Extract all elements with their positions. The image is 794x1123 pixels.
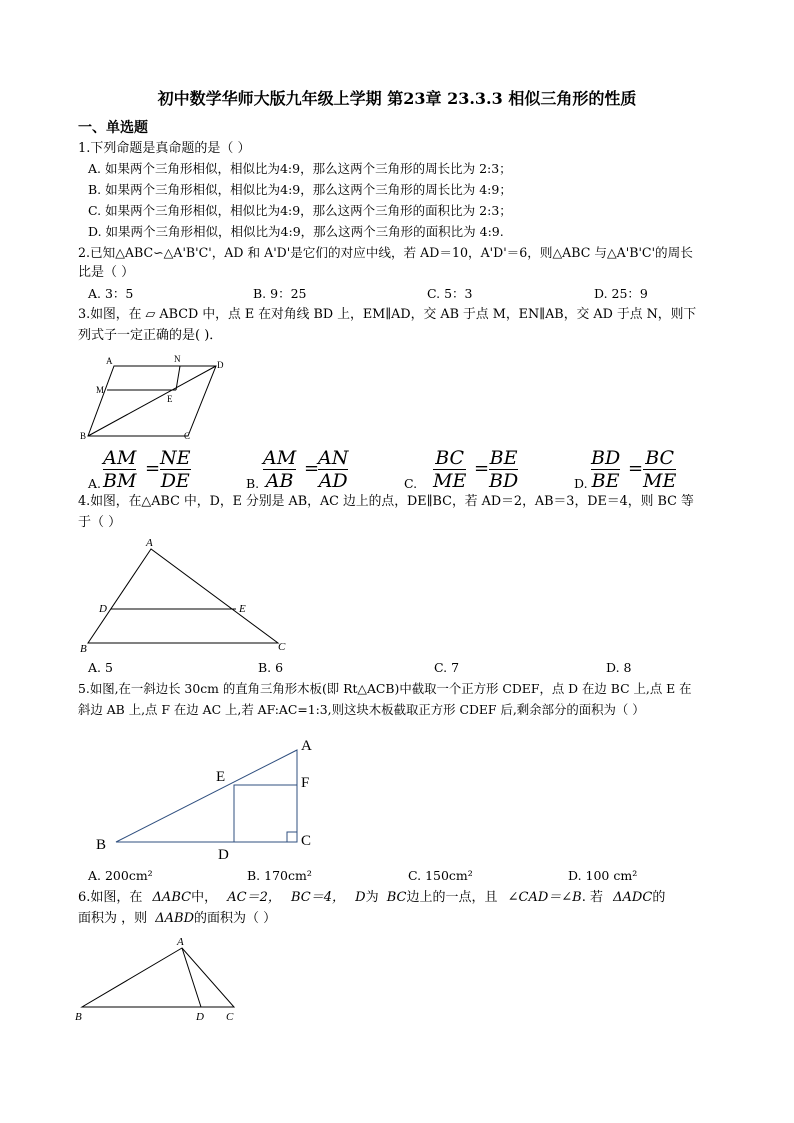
q1-stem: 1.下列命题是真命题的是（ ） [78, 141, 251, 156]
label-d: D [99, 603, 107, 615]
equals-sign: = [304, 458, 320, 479]
q6-math: AC＝2， [227, 890, 281, 905]
q5-stem-line1: 5.如图,在一斜边长 30cm 的直角三角形木板(即 Rt△ACB)中截取一个正方形 CDEF，点 D 在边 BC 上,点 E 在 [78, 681, 692, 696]
fraction-denominator: ME [643, 470, 677, 492]
equals-sign: = [145, 458, 161, 479]
q5-option-a: A. 200cm² [88, 868, 153, 883]
square-cdef [234, 785, 297, 842]
q6-text: 面积为 ，则 [78, 911, 148, 926]
fraction-denominator: BE [591, 470, 620, 492]
fraction-numerator: AM [263, 447, 297, 469]
label-e: E [167, 394, 173, 404]
q4-stem-line1: 4.如图，在△ABC 中，D，E 分别是 AB，AC 边上的点，DE∥BC，若 AD＝2，AB＝3，DE＝4，则 BC 等 [78, 494, 694, 509]
label-d: D [217, 360, 224, 370]
q6-math: ∠CAD＝∠B [507, 890, 582, 905]
section-heading: 一、单选题 [78, 120, 148, 136]
q6-stem-line1 [78, 888, 665, 908]
label-e: E [216, 769, 226, 785]
right-angle-mark [287, 832, 297, 842]
page-title: 初中数学华师大版九年级上学期 第23章 23.3.3 相似三角形的性质 [157, 89, 637, 108]
q6-math: D [355, 890, 366, 905]
q3-d-left-fraction [591, 447, 620, 492]
q5-option-b: B. 170cm² [247, 868, 312, 883]
fraction-denominator: AB [263, 469, 296, 492]
q3-parallelogram-figure [78, 350, 228, 445]
fraction-denominator: AD [318, 470, 348, 492]
q2-option-c: C. 5：3 [427, 286, 473, 301]
fraction-denominator: ME [433, 470, 467, 492]
q6-math: ΔABD [155, 911, 195, 926]
label-c: C [301, 833, 312, 849]
fraction-numerator: AM [103, 447, 137, 469]
q2-stem-line1: 2.已知△ABC∽△A'B'C'，AD 和 A'D'是它们的对应中线，若 AD＝10，A'D'＝6，则△ABC 与△A'B'C'的周长 [78, 245, 693, 260]
q2-option-b: B. 9：25 [253, 286, 307, 301]
fraction-numerator: NE [160, 447, 191, 469]
q6-stem-line2 [78, 909, 276, 929]
q3-option-a-letter: A. [88, 476, 102, 491]
q3-c-left-fraction [433, 447, 466, 492]
q2-stem-line2: 比是（ ） [78, 265, 135, 280]
label-b: B [96, 837, 107, 853]
q5-right-triangle-figure [90, 732, 330, 864]
q5-stem-line2: 斜边 AB 上,点 F 在边 AC 上,若 AF:AC=1:3,则这块木板截取正方形 CDEF 后,剩余部分的面积为（ ） [78, 702, 645, 717]
fraction-denominator: BM [103, 470, 137, 492]
fraction-numerator: BD [591, 447, 621, 469]
label-e: E [239, 603, 246, 615]
q4-triangle-figure [78, 535, 298, 655]
label-b: B [80, 431, 87, 441]
q3-a-left-fraction [103, 447, 136, 492]
q6-text: 边上的一点，且 [406, 890, 498, 905]
q6-triangle-figure [72, 934, 252, 1026]
q4-option-a: A. 5 [88, 660, 113, 675]
label-f: F [301, 775, 310, 791]
label-a: A [106, 356, 113, 366]
q3-c-right-fraction [489, 447, 518, 492]
q3-b-right-fraction [318, 447, 348, 492]
q4-option-b: B. 6 [258, 660, 284, 675]
label-c: C [278, 641, 286, 653]
label-a: A [146, 537, 153, 549]
q1-option-d: D. 如果两个三角形相似，相似比为4:9，那么这两个三角形的面积比为 4:9. [88, 224, 504, 239]
q3-option-b-letter: B. [246, 476, 260, 491]
q5-option-d: D. 100 cm² [568, 868, 638, 883]
q4-stem-line2: 于（ ） [78, 515, 122, 530]
q3-d-right-fraction [643, 447, 676, 492]
q6-text: 的面积为（ ） [194, 911, 277, 926]
q3-option-c-letter: C. [404, 476, 418, 491]
q5-option-c: C. 150cm² [408, 868, 473, 883]
q3-option-d-letter: D. [574, 476, 588, 491]
fraction-denominator: BD [489, 470, 519, 492]
equals-sign: = [474, 458, 490, 479]
fraction-numerator: BC [645, 447, 675, 469]
q6-math: ΔABC [152, 890, 192, 905]
equals-sign: = [628, 458, 644, 479]
q3-a-right-fraction [160, 447, 191, 492]
q3-b-left-fraction [263, 447, 296, 492]
segment-ad [182, 948, 201, 1007]
q6-text: 6.如图，在 [78, 890, 143, 905]
triangle-abc [88, 549, 278, 643]
label-a: A [177, 936, 184, 948]
fraction-numerator: BC [435, 447, 465, 469]
q6-text: 为 [365, 890, 379, 905]
label-b: B [75, 1011, 82, 1023]
q2-option-a: A. 3：5 [88, 286, 134, 301]
diagonal-bd [88, 366, 216, 436]
fraction-denominator: DE [160, 470, 190, 492]
label-a: A [301, 738, 312, 754]
triangle-acb [116, 750, 297, 842]
label-n: N [174, 354, 181, 364]
q1-option-b: B. 如果两个三角形相似，相似比为4:9，那么这两个三角形的周长比为 4:9； [88, 182, 512, 197]
q3-stem-line2: 列式子一定正确的是( )． [78, 328, 223, 343]
label-c: C [226, 1011, 234, 1023]
q6-math: BC＝4， [290, 890, 345, 905]
q4-option-c: C. 7 [434, 660, 460, 675]
q6-math: BC [386, 890, 407, 905]
label-b: B [80, 643, 87, 655]
q1-option-c: C. 如果两个三角形相似，相似比为4:9，那么这两个三角形的面积比为 2:3； [88, 203, 512, 218]
label-c: C [184, 431, 191, 441]
label-m: M [96, 385, 105, 395]
q6-text: 中， [191, 890, 218, 905]
q3-stem-line1: 3.如图，在 ▱ ABCD 中，点 E 在对角线 BD 上，EM∥AD，交 AB 于点 M，EN∥AB，交 AD 于点 N，则下 [78, 307, 697, 322]
q6-text: . 若 [581, 890, 604, 905]
q6-math: ΔADC [613, 890, 653, 905]
triangle-abc [82, 948, 234, 1007]
q6-text: 的 [652, 890, 666, 905]
q1-option-a: A. 如果两个三角形相似，相似比为4:9，那么这两个三角形的周长比为 2:3； [88, 161, 512, 176]
label-d: D [218, 847, 229, 863]
q2-option-d: D. 25：9 [594, 286, 648, 301]
fraction-numerator: BE [489, 447, 518, 469]
label-d: D [196, 1011, 204, 1023]
q4-option-d: D. 8 [606, 660, 632, 675]
fraction-numerator: AN [318, 447, 349, 469]
